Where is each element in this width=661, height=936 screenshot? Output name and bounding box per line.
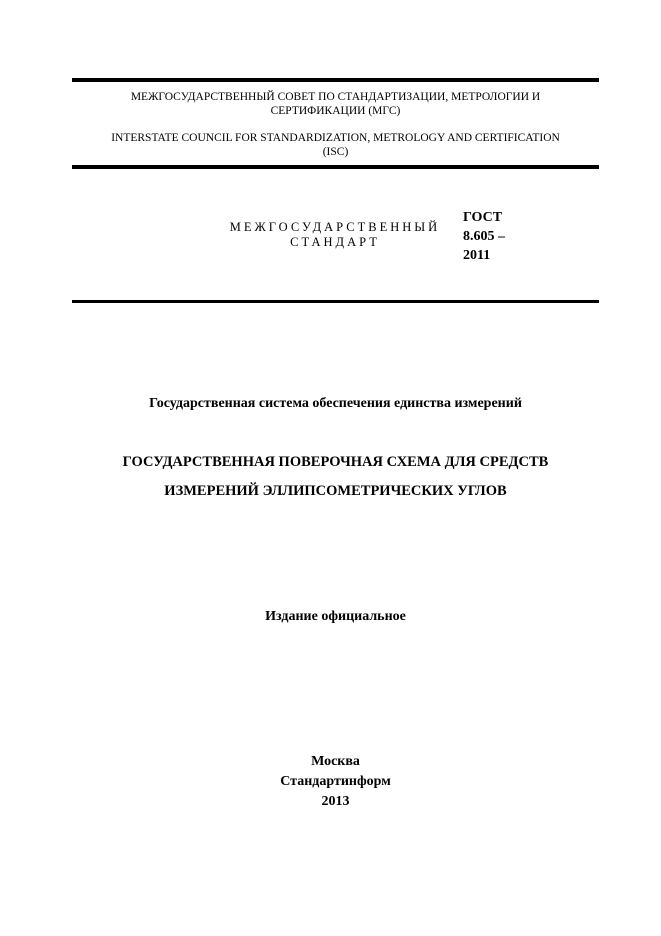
standard-bottom-rule [72,300,599,303]
system-title: Государственная система обеспечения единства измерений [149,396,522,411]
council-en-line2: (ISC) [322,146,349,158]
council-en-line1: INTERSTATE COUNCIL FOR STANDARDIZATION, METROLOGY AND CERTIFICATION [111,132,560,144]
gost-designation [463,208,505,265]
standard-type [210,220,460,250]
council-ru-line1: МЕЖГОСУДАРСТВЕННЫЙ СОВЕТ ПО СТАНДАРТИЗАЦИИ, МЕТРОЛОГИИ И [130,91,541,103]
imprint [72,752,599,812]
header-bottom-rule [72,165,599,169]
council-ru [72,90,599,118]
council-ru-line2: СЕРТИФИКАЦИИ (МГС) [270,105,401,117]
council-en [72,131,599,159]
main-title-line2: ИЗМЕРЕНИЙ ЭЛЛИПСОМЕТРИЧЕСКИХ УГЛОВ [164,483,507,499]
imprint-publisher: Стандартинформ [280,774,391,789]
standard-type-line2: СТАНДАРТ [290,235,380,249]
gost-number: 8.605 – [463,229,505,244]
gost-year: 2011 [463,248,491,263]
edition-label: Издание официальное [265,609,406,624]
top-rule [72,78,599,82]
standard-type-line1: МЕЖГОСУДАРСТВЕННЫЙ [229,220,441,234]
main-title-line1: ГОСУДАРСТВЕННАЯ ПОВЕРОЧНАЯ СХЕМА ДЛЯ СРЕДСТВ [122,454,549,470]
gost-label: ГОСТ [463,210,503,225]
imprint-city: Москва [311,754,360,769]
main-title [72,448,599,506]
imprint-year: 2013 [321,794,350,809]
